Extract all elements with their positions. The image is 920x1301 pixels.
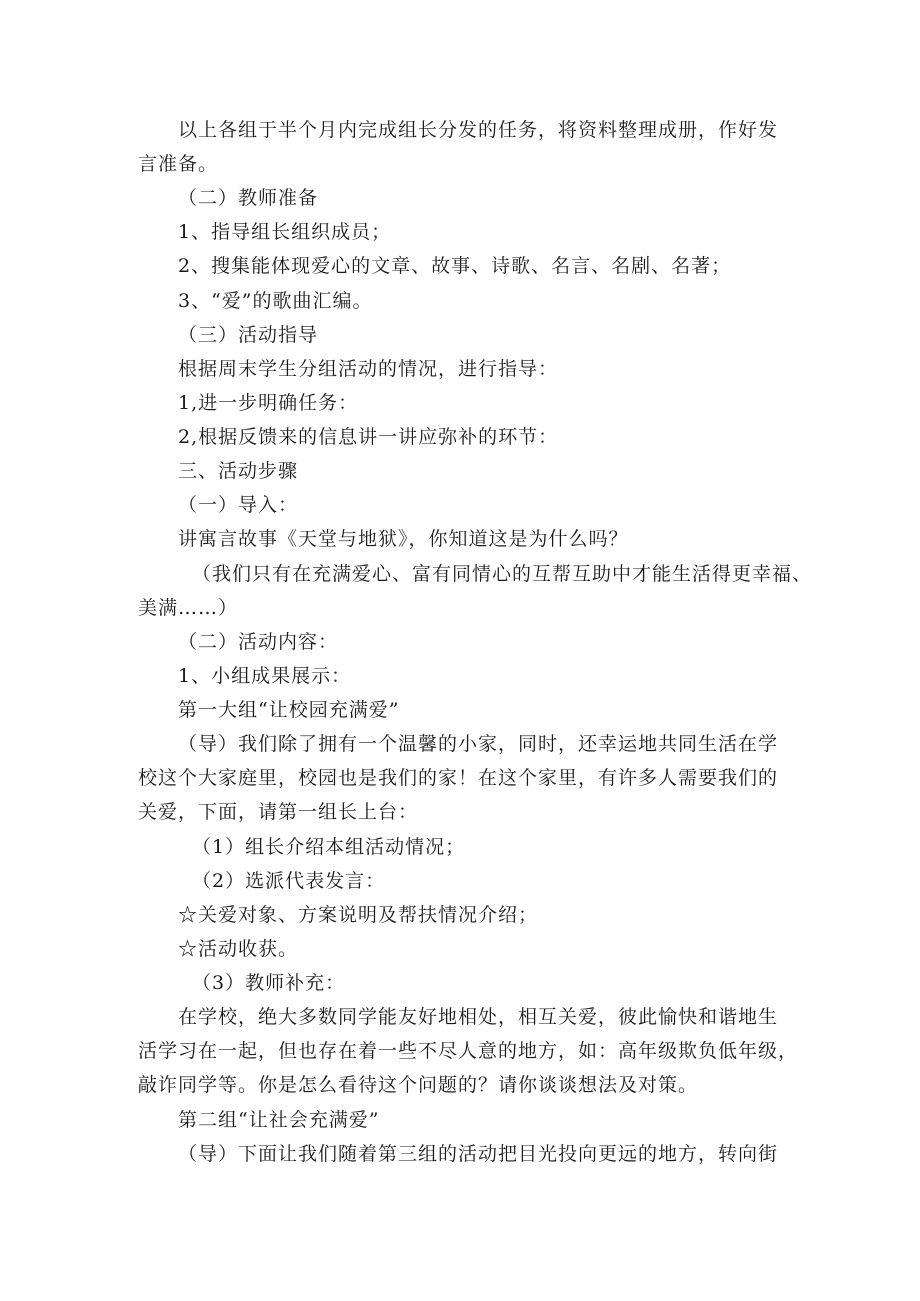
text-line: 1、小组成果展示： xyxy=(178,665,352,687)
text-line: 2,根据反馈来的信息讲一讲应弥补的环节： xyxy=(178,426,559,448)
text-line: 第一大组“让校园充满爱” xyxy=(178,699,400,721)
text-line: 根据周末学生分组活动的情况，进行指导： xyxy=(178,358,559,380)
text-line: 讲寓言故事《天堂与地狱》，你知道这是为什么吗？ xyxy=(178,528,629,550)
text-line: 敲诈同学等。你是怎么看待这个问题的？请你谈谈想法及对策。 xyxy=(138,1074,699,1096)
text-line: 3、“爱”的歌曲汇编。 xyxy=(178,290,373,312)
text-line: ☆活动收获。 xyxy=(178,938,299,960)
text-line: （导）下面让我们随着第三组的活动把目光投向更远的地方，转向街 xyxy=(178,1143,779,1165)
text-line: ☆关爱对象、方案说明及帮扶情况介绍； xyxy=(178,904,539,926)
text-line: 在学校，绝大多数同学能友好地相处，相互关爱，彼此愉快和谐地生 xyxy=(178,1006,779,1028)
text-line: （1）组长介绍本组活动情况； xyxy=(192,836,466,858)
text-line: 1,进一步明确任务： xyxy=(178,392,359,414)
text-line: 校这个大家庭里，校园也是我们的家！在这个家里，有许多人需要我们的 xyxy=(138,767,779,789)
text-line: 活学习在一起，但也存在着一些不尽人意的地方，如：高年级欺负低年级， xyxy=(138,1040,799,1062)
text-line: （我们只有在充满爱心、富有同情心的互帮互助中才能生活得更幸福、 xyxy=(192,563,813,585)
text-line: 关爱，下面，请第一组长上台： xyxy=(138,801,419,823)
text-line: （3）教师补充： xyxy=(192,972,346,994)
section-heading: （三）活动指导 xyxy=(178,324,319,346)
text-line: （2）选派代表发言： xyxy=(192,870,386,892)
text-line: （导）我们除了拥有一个温馨的小家，同时，还幸运地共同生活在学 xyxy=(178,733,779,755)
section-heading: （一）导入： xyxy=(178,494,299,516)
section-heading: 三、活动步骤 xyxy=(178,460,299,482)
text-line: 美满……） xyxy=(138,597,239,619)
section-heading: （二）活动内容： xyxy=(178,631,339,653)
text-line: 以上各组于半个月内完成组长分发的任务，将资料整理成册，作好发 xyxy=(178,119,779,141)
section-heading: （二）教师准备 xyxy=(178,187,319,209)
text-line: 2、搜集能体现爱心的文章、故事、诗歌、名言、名剧、名著； xyxy=(178,255,732,277)
text-line: 第二组“让社会充满爱” xyxy=(178,1109,380,1131)
text-line: 1、指导组长组织成员； xyxy=(178,221,392,243)
text-line: 言准备。 xyxy=(138,153,219,175)
